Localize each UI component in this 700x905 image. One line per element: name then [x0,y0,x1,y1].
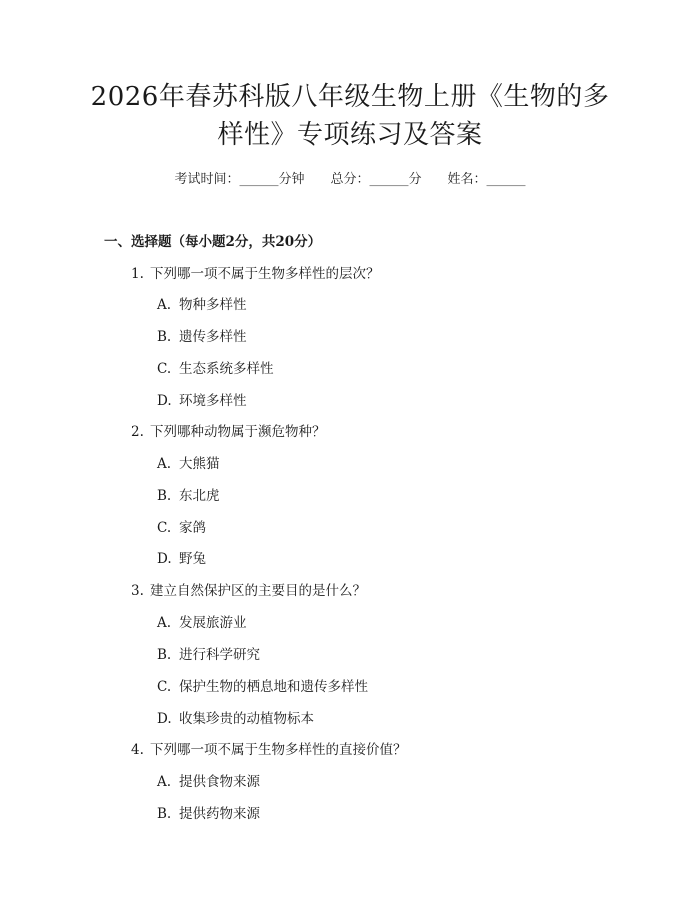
option-letter: B. [157,806,172,822]
exam-time-field: 考试时间：______分钟 [174,172,305,187]
question-2-option-c [157,516,206,536]
option-letter: C. [157,679,172,695]
option-text: 野兔 [179,551,206,567]
student-name-field: 姓名：______ [447,172,526,187]
question-2-option-b [157,484,220,504]
question-text: 下列哪一项不属于生物多样性的层次？ [150,266,380,282]
option-text: 环境多样性 [179,393,247,409]
option-text: 进行科学研究 [179,647,260,663]
question-1-option-d [157,389,247,409]
option-letter: A. [157,297,172,313]
option-letter: C. [157,520,172,536]
option-text: 生态系统多样性 [179,361,274,377]
question-3-option-d [157,707,314,727]
question-4-option-a [157,770,260,790]
option-letter: D. [157,551,172,567]
question-2-option-d [157,547,206,567]
question-3-option-a [157,611,247,631]
option-text: 发展旅游业 [179,615,247,631]
option-letter: C. [157,361,172,377]
option-text: 遗传多样性 [179,329,247,345]
total-score-field: 总分：______分 [330,172,422,187]
option-letter: A. [157,456,172,472]
title-line-1: 2026年春苏科版八年级生物上册《生物的多 [90,82,610,112]
question-number: 4. [131,742,144,758]
question-1 [131,262,380,282]
option-letter: A. [157,774,172,790]
document-title [60,78,640,154]
option-letter: A. [157,615,172,631]
question-number: 1. [131,266,144,282]
question-text: 下列哪种动物属于濒危物种？ [150,424,326,440]
question-text: 下列哪一项不属于生物多样性的直接价值？ [150,742,407,758]
exam-info-row [0,168,700,187]
option-text: 大熊猫 [179,456,220,472]
option-text: 提供药物来源 [179,806,260,822]
question-3 [131,579,366,599]
section-heading: 一、选择题（每小题2分，共20分） [104,234,322,250]
question-3-option-c [157,675,368,695]
question-3-option-b [157,643,260,663]
option-text: 东北虎 [179,488,220,504]
question-text: 建立自然保护区的主要目的是什么？ [150,583,366,599]
question-1-option-a [157,293,247,313]
question-number: 3. [131,583,144,599]
question-2 [131,420,326,440]
option-letter: B. [157,329,172,345]
question-4 [131,738,407,758]
option-letter: B. [157,488,172,504]
option-letter: D. [157,711,172,727]
option-text: 保护生物的栖息地和遗传多样性 [179,679,368,695]
option-letter: D. [157,393,172,409]
question-2-option-a [157,452,220,472]
option-text: 物种多样性 [179,297,247,313]
question-1-option-b [157,325,247,345]
title-line-2: 样性》专项练习及答案 [217,120,483,150]
option-text: 提供食物来源 [179,774,260,790]
option-letter: B. [157,647,172,663]
question-4-option-b [157,802,260,822]
question-number: 2. [131,424,144,440]
option-text: 收集珍贵的动植物标本 [179,711,314,727]
option-text: 家鸽 [179,520,206,536]
question-1-option-c [157,357,274,377]
